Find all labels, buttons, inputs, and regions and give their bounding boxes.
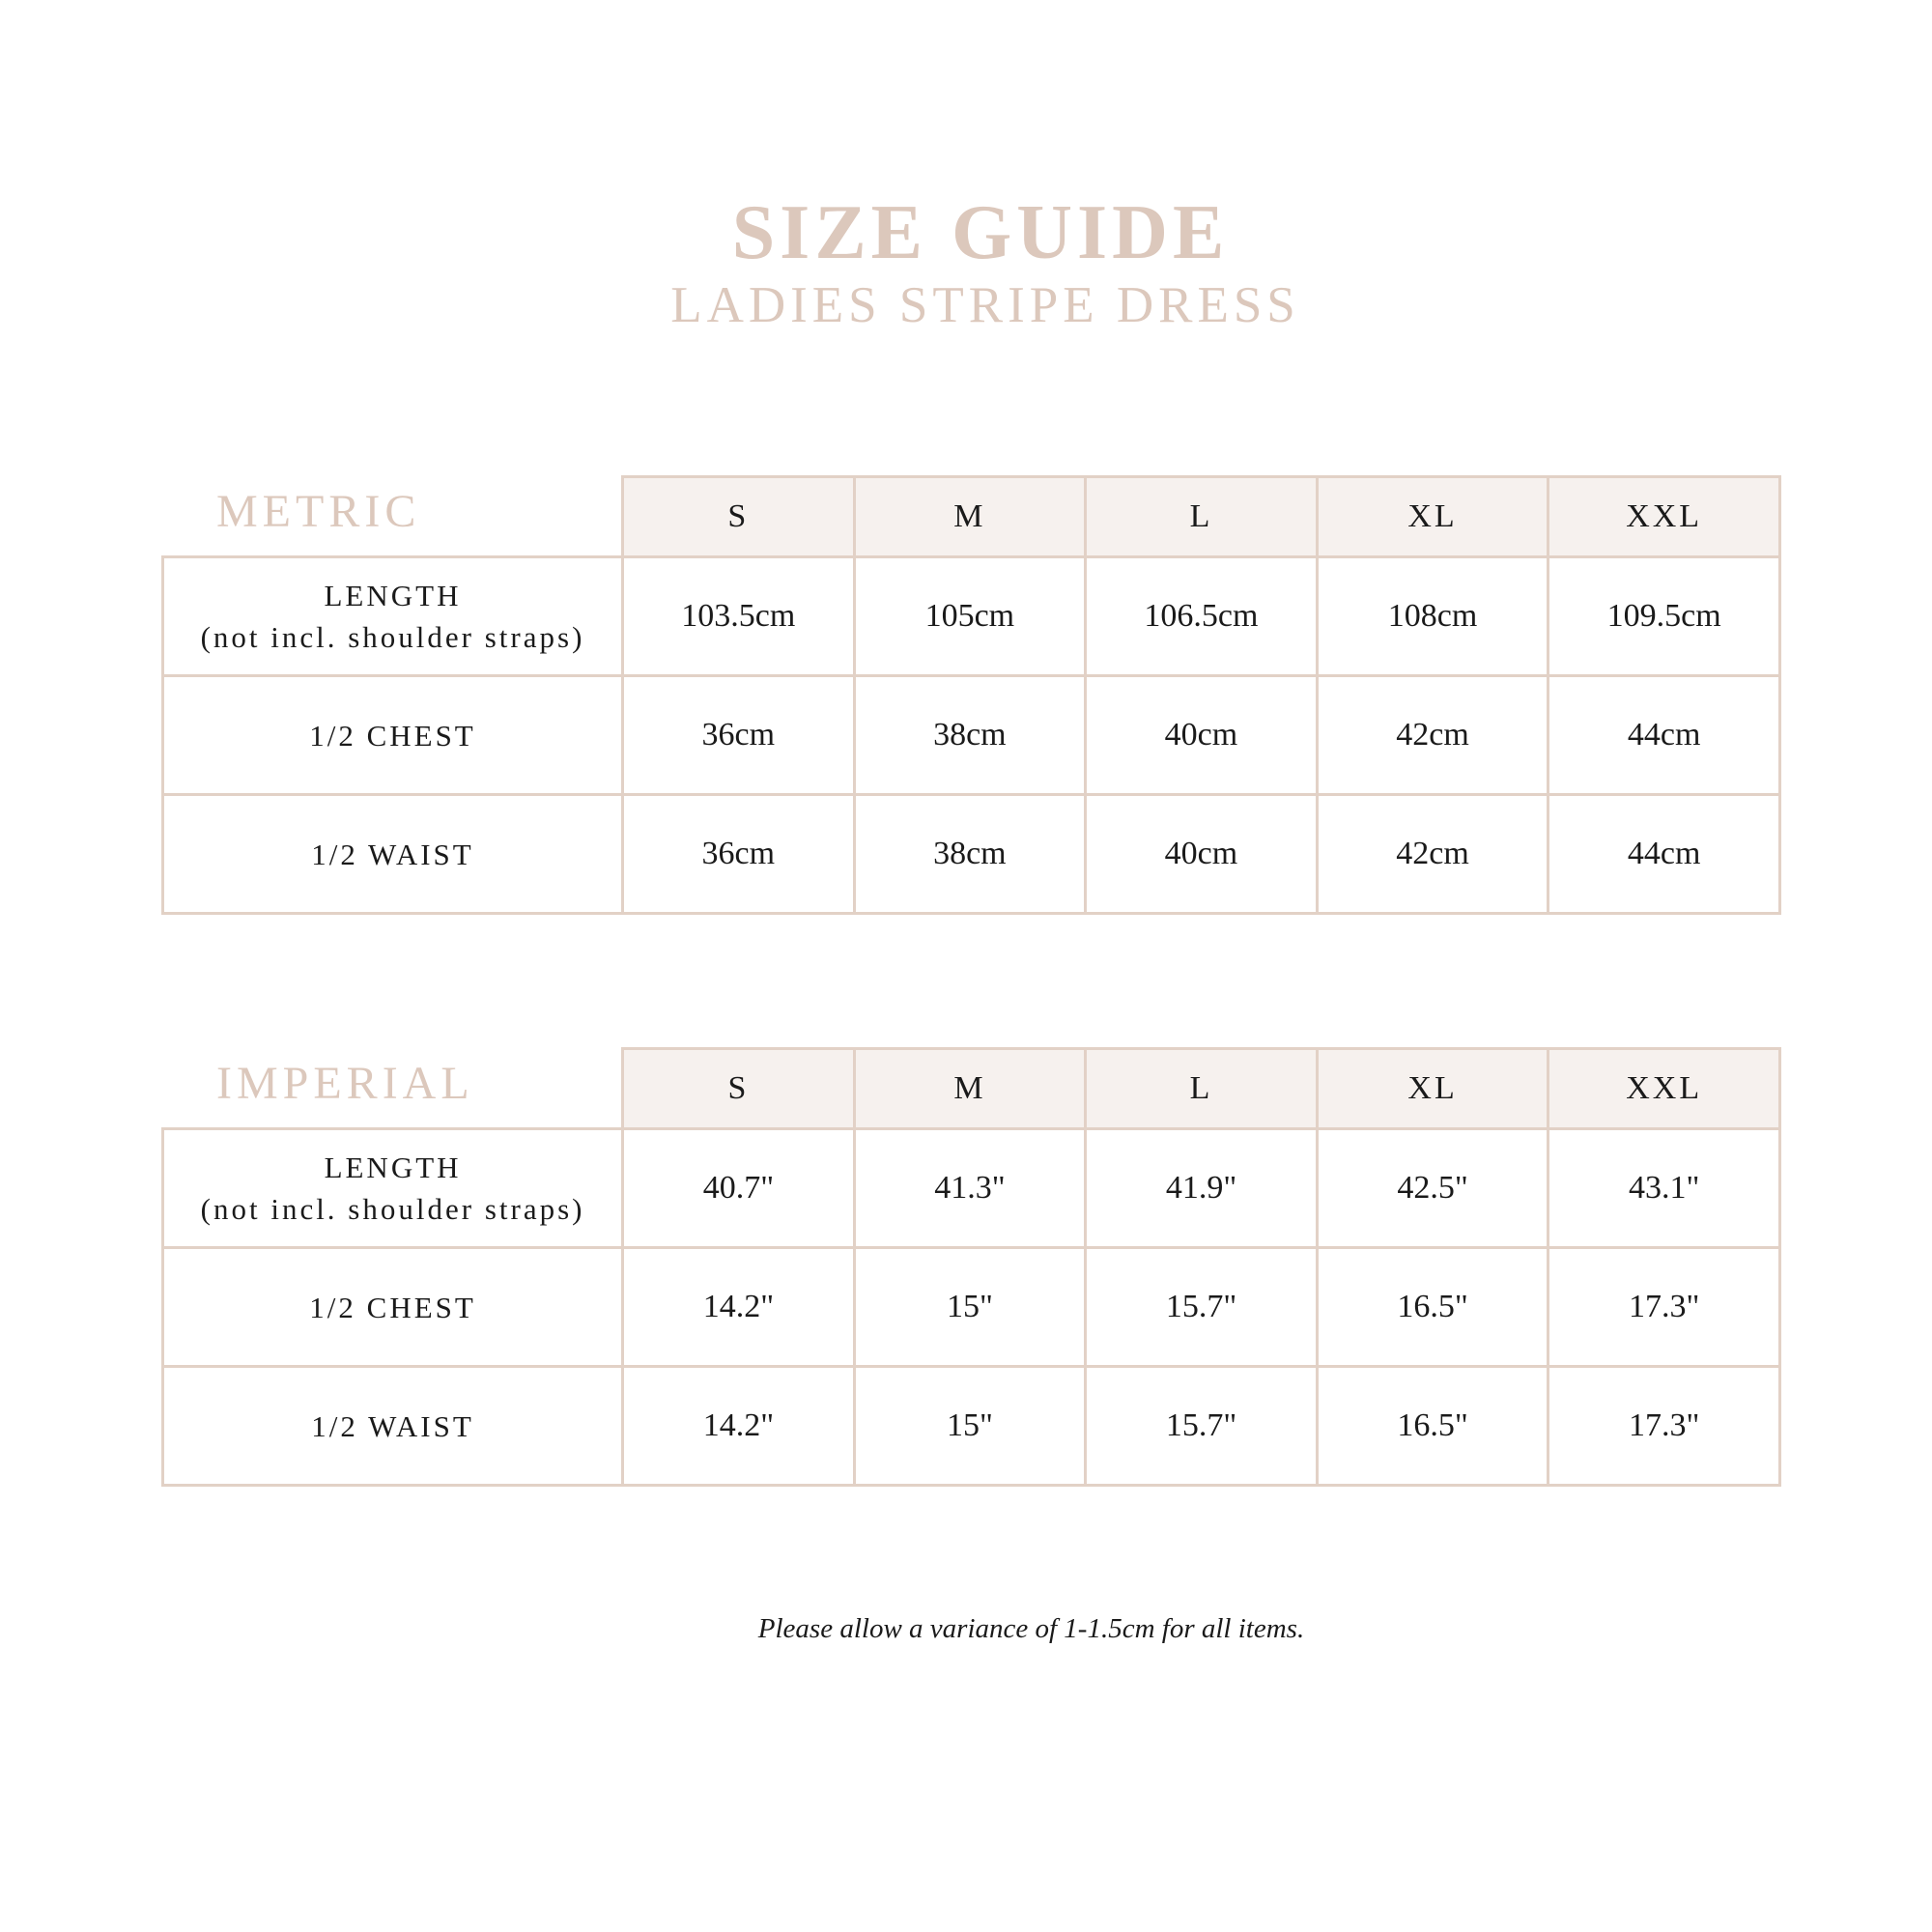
table-cell: 15.7" (1086, 1248, 1318, 1367)
row-sublabel: (not incl. shoulder straps) (200, 620, 585, 654)
size-header-xxl: XXL (1548, 477, 1780, 557)
table-row (163, 557, 1780, 676)
table-cell: 103.5cm (622, 557, 854, 676)
size-header-xl: XL (1317, 477, 1548, 557)
table-cell: 15" (854, 1248, 1086, 1367)
row-label-waist: 1/2 WAIST (163, 1367, 623, 1486)
row-label-waist: 1/2 WAIST (163, 795, 623, 914)
imperial-table (161, 1047, 1781, 1487)
table-cell: 15.7" (1086, 1367, 1318, 1486)
table-row (163, 795, 1780, 914)
table-cell: 38cm (854, 795, 1086, 914)
table-cell: 106.5cm (1086, 557, 1318, 676)
table-cell: 14.2" (623, 1367, 855, 1486)
row-label-length (163, 557, 623, 676)
table-cell: 17.3" (1548, 1248, 1780, 1367)
page-subtitle: LADIES STRIPE DRESS (670, 277, 1300, 333)
table-row (163, 676, 1780, 795)
table-cell: 44cm (1548, 795, 1780, 914)
table-cell: 15" (854, 1367, 1086, 1486)
row-label-chest: 1/2 CHEST (163, 1248, 623, 1367)
title-block (0, 189, 1932, 334)
table-cell: 42cm (1317, 795, 1548, 914)
table-cell: 40cm (1086, 795, 1318, 914)
size-header-l: L (1086, 1049, 1318, 1129)
variance-note: Please allow a variance of 1-1.5cm for all items. (757, 1613, 1305, 1644)
table-cell: 41.3" (854, 1129, 1086, 1248)
size-header-s: S (623, 1049, 855, 1129)
size-header-l: L (1086, 477, 1318, 557)
row-label-length (163, 1129, 623, 1248)
size-header-m: M (854, 1049, 1086, 1129)
row-label-chest: 1/2 CHEST (163, 676, 623, 795)
table-row (163, 1129, 1780, 1248)
row-label: LENGTH (324, 1151, 462, 1184)
table-cell: 17.3" (1548, 1367, 1780, 1486)
table-cell: 109.5cm (1548, 557, 1780, 676)
table-cell: 40cm (1086, 676, 1318, 795)
table-cell: 108cm (1317, 557, 1548, 676)
row-sublabel: (not incl. shoulder straps) (200, 1192, 585, 1226)
table-cell: 36cm (622, 795, 854, 914)
table-cell: 36cm (622, 676, 854, 795)
table-cell: 42.5" (1317, 1129, 1548, 1248)
metric-table (161, 475, 1781, 915)
metric-section-label: METRIC (216, 486, 421, 537)
table-cell: 41.9" (1086, 1129, 1318, 1248)
imperial-section-label: IMPERIAL (216, 1058, 474, 1109)
table-row (163, 1248, 1780, 1367)
row-label: LENGTH (324, 579, 462, 612)
page-title: SIZE GUIDE (731, 190, 1230, 275)
size-header-xxl: XXL (1548, 1049, 1780, 1129)
table-cell: 44cm (1548, 676, 1780, 795)
table-cell: 42cm (1317, 676, 1548, 795)
table-cell: 40.7" (623, 1129, 855, 1248)
table-cell: 38cm (854, 676, 1086, 795)
table-cell: 16.5" (1317, 1367, 1548, 1486)
table-cell: 105cm (854, 557, 1086, 676)
table-cell: 14.2" (623, 1248, 855, 1367)
size-header-s: S (622, 477, 854, 557)
size-header-xl: XL (1317, 1049, 1548, 1129)
table-cell: 16.5" (1317, 1248, 1548, 1367)
size-header-m: M (854, 477, 1086, 557)
table-row (163, 1367, 1780, 1486)
table-cell: 43.1" (1548, 1129, 1780, 1248)
